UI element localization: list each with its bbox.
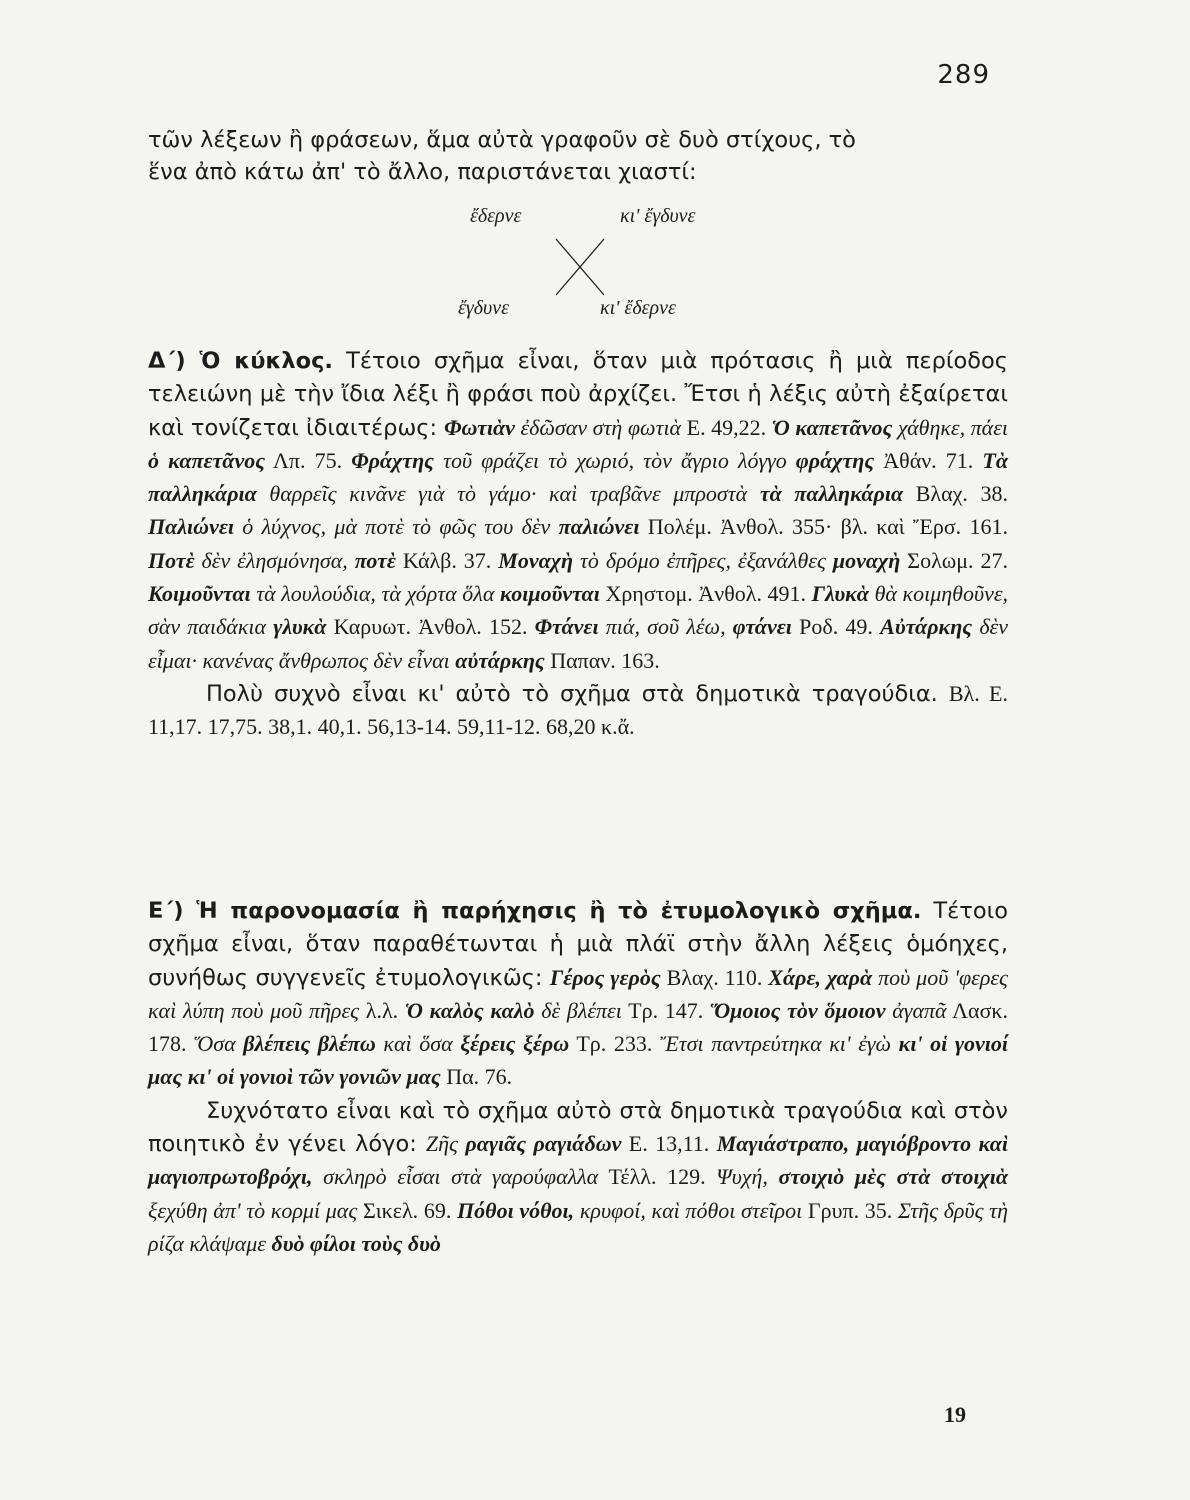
quoted-text: πιά, σοῦ λέω,: [598, 614, 733, 640]
source-reference: Ροδ. 49.: [791, 614, 881, 640]
section-e-definition: Τέτοιο σχῆμα εἶναι, ὅταν παραθέτωνται ἡ μιὰ πλάϊ στὴν ἄλλη λέξεις ὁμόηχες, συνήθως συγγενεῖς ἐτυμολογικῶς:: [148, 898, 1009, 991]
intro-paragraph: [148, 124, 1008, 189]
quoted-text: ποὺ μοῦ 'φερες καὶ λύπη ποὺ μοῦ πῆρες: [148, 964, 1008, 1023]
quoted-text: δὲ βλέπει: [534, 997, 622, 1023]
highlighted-word: Κοιμοῦνται: [148, 581, 251, 607]
quoted-text: τοῦ φράζει τὸ χωριό, τὸν ἄγριο λόγγο: [433, 447, 796, 473]
highlighted-word: φράχτης: [795, 447, 875, 473]
highlighted-word: Γέρος γερὸς: [549, 964, 661, 990]
section-d-examples: [148, 415, 1008, 673]
quoted-text: καὶ ὅσα: [375, 1031, 461, 1057]
source-reference: Γρυπ. 35.: [802, 1197, 898, 1223]
quoted-text: Ψυχή,: [716, 1164, 779, 1190]
source-reference: Χρηστομ. Ἀνθολ. 491.: [599, 581, 812, 607]
highlighted-word: Μαγιάστραπο, μαγιόβροντο καὶ μαγιοπρωτοβρόχι,: [148, 1131, 1008, 1190]
chiasm-top-left: ἔδερνε: [470, 205, 522, 227]
highlighted-word: γλυκὰ: [273, 614, 327, 640]
highlighted-word: βλέπεις βλέπω: [243, 1031, 376, 1057]
quoted-text: χάθηκε, πάει: [892, 414, 1009, 440]
source-reference: Πα. 76.: [440, 1064, 513, 1090]
section-e: [148, 895, 1008, 1261]
highlighted-word: Φράχτης: [351, 447, 434, 473]
section-e-heading: Ε΄) Ἡ παρονομασία ἢ παρήχησις ἢ τὸ ἐτυμολογικὸ σχῆμα.: [148, 898, 922, 924]
highlighted-word: παλιώνει: [558, 514, 640, 540]
highlighted-word: Τὰ παλληκάρια: [148, 447, 1008, 507]
quoted-text: σκληρὸ εἶσαι στὰ γαρούφαλλα: [312, 1164, 599, 1190]
source-reference: Παπαν. 163.: [544, 647, 660, 673]
page-number: 289: [937, 60, 990, 90]
highlighted-word: μοναχὴ: [832, 547, 901, 573]
chiasm-top-right: κι' ἔγδυνε: [620, 205, 696, 227]
source-reference: Σικελ. 69.: [357, 1197, 458, 1223]
chiasm-figure: [440, 205, 730, 325]
highlighted-word: Πόθοι νόθοι,: [457, 1197, 575, 1223]
highlighted-word: φτάνει: [732, 614, 792, 640]
signature-mark: 19: [944, 1402, 966, 1427]
highlighted-word: Φτάνει: [534, 614, 599, 640]
quoted-text: ὁ λύχνος, μὰ ποτὲ τὸ φῶς του δὲν: [233, 514, 559, 540]
source-reference: Βλαχ. 110.: [660, 964, 769, 990]
section-e-note: Συχνότατο εἶναι καὶ τὸ σχῆμα αὐτὸ στὰ δημοτικὰ τραγούδια καὶ στὸν ποιητικὸ ἐν γένει λόγο:: [148, 1097, 1008, 1158]
quoted-text: δὲν εἶμαι· κανένας ἄνθρωπος δὲν εἶναι: [148, 614, 1008, 673]
chiasm-bottom-left: ἔγδυνε: [458, 297, 509, 319]
source-reference: Τρ. 147.: [621, 997, 711, 1023]
section-d-note-refs: Βλ. Ε. 11,17. 17,75. 38,1. 40,1. 56,13-14. 59,11-12. 68,20 κ.ἄ.: [148, 680, 1008, 740]
highlighted-word: κοιμοῦνται: [499, 581, 600, 607]
source-reference: Τέλλ. 129.: [598, 1164, 717, 1190]
highlighted-word: ξέρεις ξέρω: [460, 1031, 570, 1057]
highlighted-word: Ὁ καλὸς καλὸ: [404, 997, 535, 1023]
quoted-text: Ὅσα: [194, 1031, 244, 1057]
quoted-text: Ἔτσι παντρεύτηκα κι' ἐγὼ: [659, 1031, 899, 1057]
highlighted-word: τὰ παλληκάρια: [759, 481, 904, 507]
highlighted-word: Χάρε, χαρὰ: [768, 964, 873, 990]
source-reference: Ε. 49,22.: [681, 414, 772, 440]
highlighted-word: ὁ καπετᾶνος: [148, 447, 266, 473]
section-d-heading: Δ΄) Ὁ κύκλος.: [148, 348, 333, 374]
section-d-note: Πολὺ συχνὸ εἶναι κι' αὐτὸ τὸ σχῆμα στὰ δημοτικὰ τραγούδια.: [206, 680, 949, 707]
section-d: [148, 345, 1008, 745]
source-reference: Λασκ. 178.: [148, 997, 1009, 1057]
highlighted-word: Ὁ καπετᾶνος: [771, 414, 893, 440]
source-reference: λ.λ.: [359, 997, 405, 1023]
highlighted-word: ποτὲ: [354, 547, 396, 573]
highlighted-word: κι' οἱ γονιοί μας κι' οἱ γονιοὶ τῶν γονιῶν μας: [148, 1031, 1008, 1090]
source-reference: Τρ. 233.: [569, 1031, 660, 1057]
quoted-text: Στῆς δρῦς τὴ ρίζα κλάψαμε: [148, 1197, 1008, 1256]
highlighted-word: Αὐτάρκης: [880, 614, 973, 640]
highlighted-word: δυὸ φίλοι τοὺς δυὸ: [271, 1230, 441, 1256]
quoted-text: θαρρεῖς κινᾶνε γιὰ τὸ γάμο· καὶ τραβᾶνε μπροστὰ: [256, 481, 760, 507]
quoted-text: τὸ δρόμο ἐπῆρες, ἐξανάλθες: [573, 547, 833, 573]
source-reference: Βλαχ. 38.: [903, 481, 1008, 507]
source-reference: Ε. 13,11.: [621, 1131, 717, 1157]
source-reference: Καρυωτ. Ἀνθολ. 152.: [326, 614, 535, 640]
highlighted-word: στοιχιὸ μὲς στὰ στοιχιὰ: [778, 1164, 1008, 1190]
highlighted-word: Φωτιὰν: [444, 414, 515, 440]
source-reference: Λπ. 75.: [265, 447, 352, 473]
quoted-text: ἀγαπᾶ: [885, 997, 947, 1023]
quoted-text: τὰ λουλούδια, τὰ χόρτα ὅλα: [250, 581, 500, 607]
source-reference: Ἀθάν. 71.: [874, 447, 983, 473]
highlighted-word: Γλυκὰ: [811, 581, 869, 607]
highlighted-word: Παλιώνει: [148, 514, 234, 540]
quoted-text: δὲν ἐλησμόνησα,: [194, 547, 355, 573]
section-d-definition: Τέτοιο σχῆμα εἶναι, ὅταν μιὰ πρότασις ἢ μιὰ περίοδος τελειώνη μὲ τὴν ἴδια λέξι ἢ φράσι ποὺ ἀρχίζει. Ἔτσι ἡ λέξις αὐτὴ ἐξαίρεται καὶ τονίζεται ἰδιαιτέρως:: [148, 348, 1008, 441]
quoted-text: ξεχύθη ἀπ' τὸ κορμί μας: [148, 1197, 358, 1223]
source-reference: Κάλβ. 37.: [395, 547, 499, 573]
intro-line-2: ἕνα ἀπὸ κάτω ἀπ' τὸ ἄλλο, παριστάνεται χιαστί:: [148, 159, 697, 186]
highlighted-word: Ὅμοιος τὸν ὅμοιον: [710, 997, 886, 1023]
highlighted-word: Ποτὲ: [148, 547, 195, 573]
quoted-text: κρυφοί, καὶ πόθοι στεῖροι: [574, 1197, 803, 1223]
highlighted-word: Μοναχὴ: [498, 547, 574, 573]
source-reference: Πολέμ. Ἀνθολ. 355· βλ. καὶ Ἔρσ. 161.: [639, 514, 1008, 540]
quoted-text: Ζῆς: [425, 1131, 466, 1157]
chiasm-bottom-right: κι' ἔδερνε: [600, 297, 676, 319]
highlighted-word: αὐτάρκης: [455, 647, 545, 673]
quoted-text: ἐδῶσαν στὴ φωτιὰ: [514, 414, 682, 440]
highlighted-word: ραγιᾶς ραγιάδων: [465, 1131, 622, 1157]
chiasm-cross-lines: [540, 237, 620, 297]
intro-line-1: τῶν λέξεων ἢ φράσεων, ἅμα αὐτὰ γραφοῦν σὲ δυὸ στίχους, τὸ: [148, 127, 856, 153]
quoted-text: θὰ κοιμηθοῦνε, σὰν παιδάκια: [148, 581, 1009, 640]
source-reference: Σολωμ. 27.: [900, 547, 1009, 573]
